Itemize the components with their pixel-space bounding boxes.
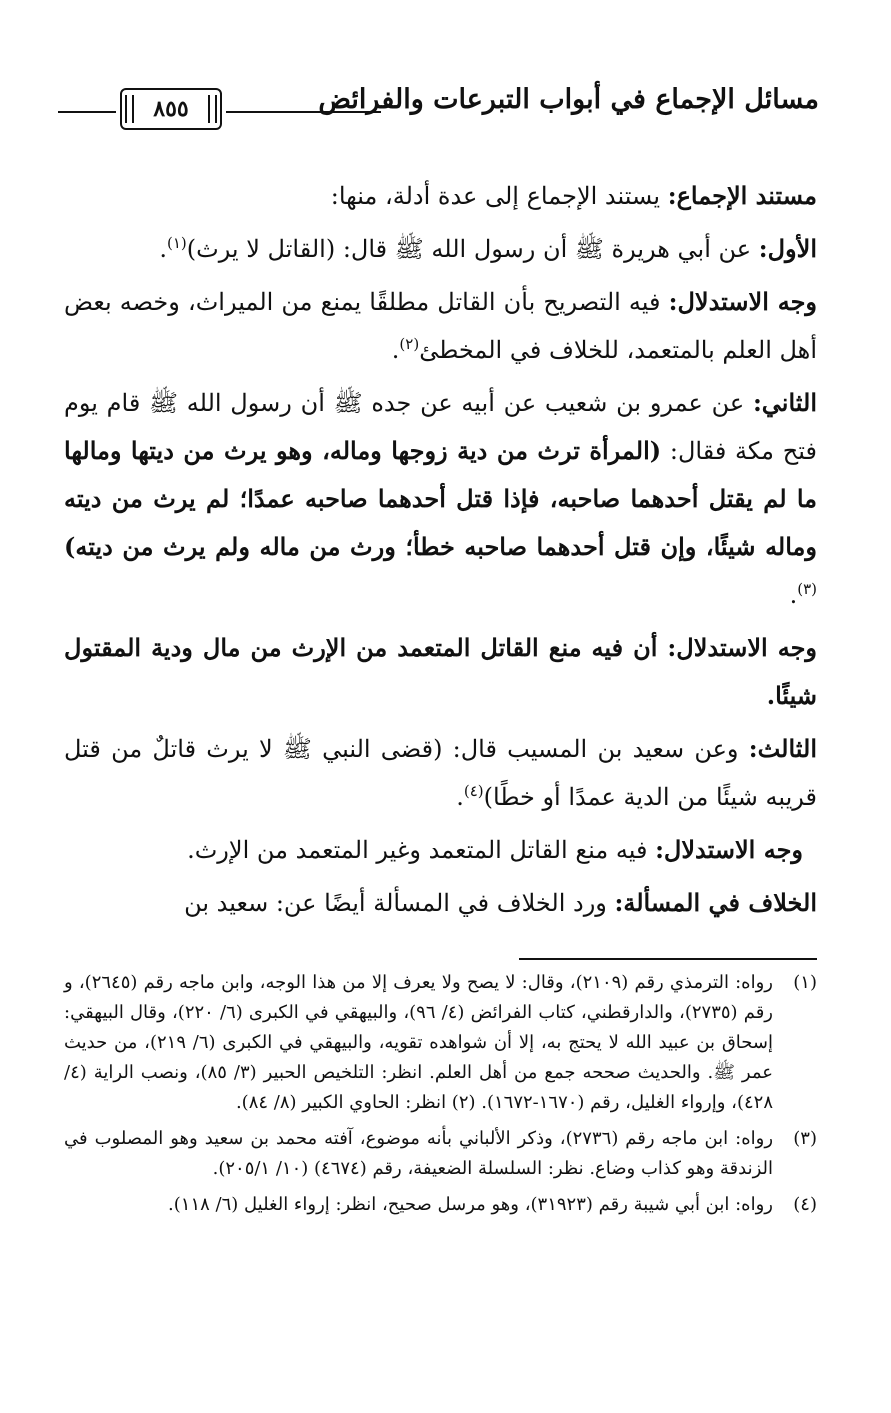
footnote-number: (٣) (793, 1128, 817, 1149)
header-rule-left (58, 111, 116, 113)
footnote-text: رواه: الترمذي رقم (٢١٠٩)، وقال: لا يصح ولا يعرف إلا من هذا الوجه، وابن ماجه رقم (٢٦٤٥)، و رقم (٢٧٣٥)، والدارقطني، كتاب الفرائض (٤/ ٩٦)، والبيهقي في الكبرى (٦/ ٢٢٠)، وقال البيهقي: إسحاق بن عبيد الله لا يحتج به، إلا أن شواهده تقويه، والبيهقي في الكبرى (٦/ ٢١٩)، من حديث عمر ﷺ. والحديث صححه جمع من أهل العلم. انظر: التلخيص الحبير (٣/ ٨٥)، ونصب الراية (٤/ ٤٢٨)، وإرواء الغليل، رقم (١٦٧٠-١٦٧٢). (٢) انظر: الحاوي الكبير (٨/ ٨٤). (64, 972, 773, 1113)
paragraph-text: عن عمرو بن شعيب عن أبيه عن جده ﷺ أن رسول الله ﷺ قام يوم فتح مكة فقال: (64, 389, 817, 465)
footnote-number: (١) (793, 972, 817, 993)
hadith-quote: (المرأة ترث من دية زوجها وماله، وهو يرث من ديتها ومالها ما لم يقتل أحدهما صاحبه، فإذا قتل أحدهما صاحبه عمدًا؛ لم يرث من ديته وماله شيئًا، وإن قتل أحدهما صاحبه خطأ؛ ورث من ماله ولم يرث من ديته) (64, 436, 817, 561)
footnote-3 (64, 1124, 817, 1184)
paragraph-lead: الثالث: (748, 734, 818, 763)
paragraph-first-evidence (64, 225, 817, 273)
paragraph-lead: وجه الاستدلال: (667, 633, 817, 662)
running-header (58, 80, 819, 130)
paragraph-first-reasoning (64, 278, 817, 374)
main-text (64, 172, 817, 932)
paragraph-second-reasoning (64, 624, 817, 720)
header-title: مسائل الإجماع في أبواب التبرعات والفرائض (318, 84, 819, 115)
paragraph-tail: . (391, 336, 400, 364)
paragraph-lead: وجه الاستدلال: (655, 835, 803, 864)
paragraph-evidence-intro (64, 172, 817, 220)
paragraph-second-evidence (64, 379, 817, 619)
footnote-ref: (٢) (399, 335, 420, 353)
paragraph-text: يستند الإجماع إلى عدة أدلة، منها: (330, 182, 668, 210)
footnote-number: (٤) (793, 1194, 817, 1215)
paragraph-text: فيه منع القاتل المتعمد وغير المتعمد من الإرث. (187, 836, 656, 864)
footnote-4 (64, 1190, 817, 1220)
paragraph-text: فيه التصريح بأن القاتل مطلقًا يمنع من الميراث، وخصه بعض أهل العلم بالمتعمد، للخلاف في المخطئ (64, 288, 817, 364)
paragraph-lead: الثاني: (752, 388, 818, 417)
footnotes (64, 968, 817, 1226)
paragraph-lead: الأول: (758, 234, 817, 263)
paragraph-text: وعن سعيد بن المسيب قال: (قضى النبي ﷺ لا يرث قاتلٌ من قتل قريبه شيئًا من الدية عمدًا أو خطًا) (64, 735, 817, 811)
paragraph-third-evidence (64, 725, 817, 821)
footnote-separator (519, 958, 817, 960)
paragraph-text: عن أبي هريرة ﷺ أن رسول الله ﷺ قال: (القاتل لا يرث) (186, 235, 759, 263)
paragraph-text: أن فيه منع القاتل المتعمد من الإرث من مال ودية المقتول شيئًا. (64, 633, 817, 710)
paragraph-lead: وجه الاستدلال: (668, 287, 817, 316)
paragraph-tail: . (456, 783, 464, 811)
footnote-1 (64, 968, 817, 1118)
paragraph-text: ورد الخلاف في المسألة أيضًا عن: سعيد بن (184, 889, 615, 917)
paragraph-disagreement (64, 879, 817, 927)
header-rule (226, 111, 381, 113)
paragraph-lead: الخلاف في المسألة: (614, 888, 817, 917)
paragraph-tail: . (789, 581, 798, 609)
footnote-ref: (٣) (797, 580, 817, 598)
paragraph-third-reasoning (64, 826, 817, 874)
page-number: ٨٥٥ (153, 96, 189, 122)
page-number-box (120, 88, 222, 130)
footnote-ref: (٤) (463, 782, 484, 800)
paragraph-lead: مستند الإجماع: (667, 181, 817, 210)
footnote-text: رواه: ابن أبي شيبة رقم (٣١٩٢٣)، وهو مرسل صحيح، انظر: إرواء الغليل (٦/ ١١٨). (168, 1194, 773, 1215)
footnote-text: رواه: ابن ماجه رقم (٢٧٣٦)، وذكر الألباني بأنه موضوع، آفته محمد بن سعيد وهو المصلوب في الزندقة وهو كذاب وضاع. نظر: السلسلة الضعيفة، رقم (٤٦٧٤) (١٠/ ٢٠٥/١). (64, 1128, 774, 1179)
footnote-ref: (١) (166, 234, 187, 252)
paragraph-tail: . (159, 235, 167, 263)
